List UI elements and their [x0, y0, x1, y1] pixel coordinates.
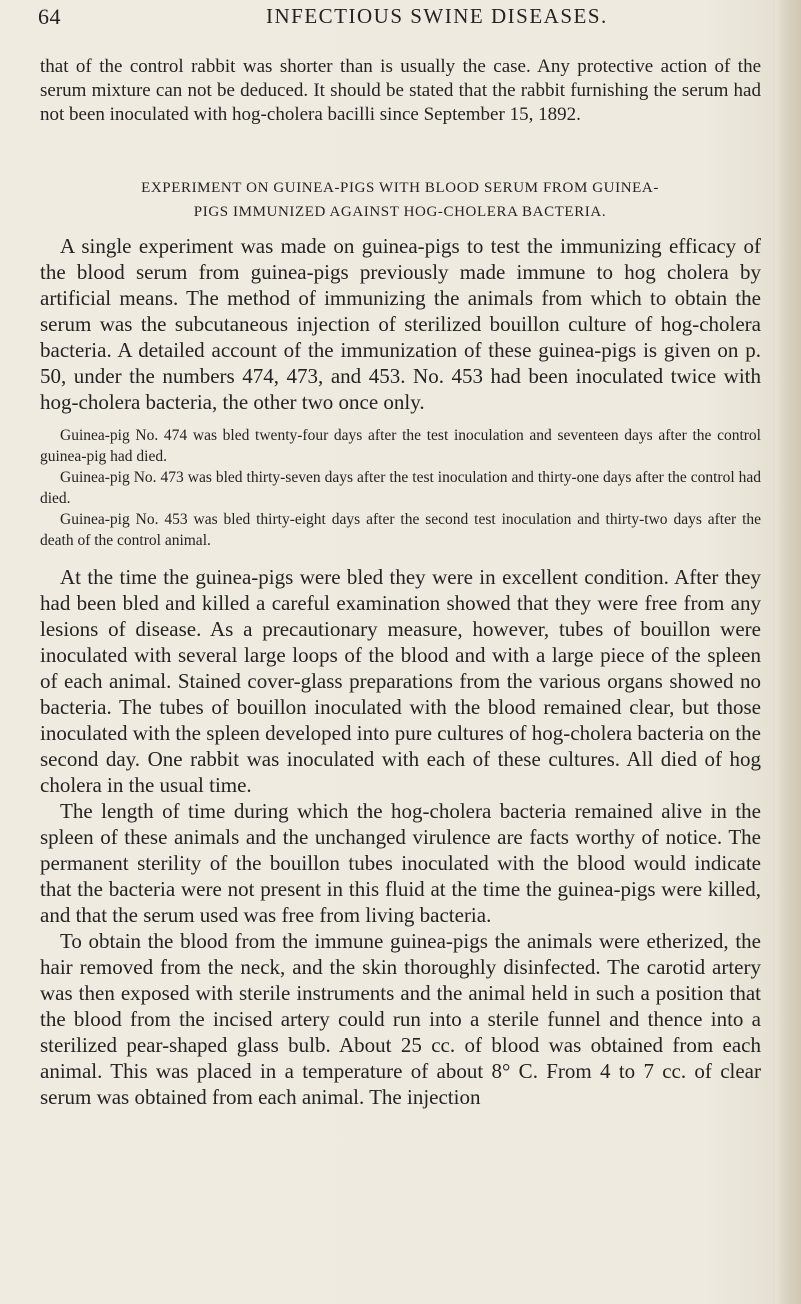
intro-paragraph: A single experiment was made on guinea-pigs to test the immunizing efficacy of the blood serum from guinea-pigs previously made immune to hog cholera by artificial means. The method of immunizing the animals from which to obtain the serum was the subcutaneous injection of sterilized bouillon culture of hog-cholera bacteria. A detailed account of the immunization of these guinea-pigs is given on p. 50, under the numbers 474, 473, and 453. No. 453 had been inoculated twice with hog-cholera bacteria, the other two once only.: [40, 234, 761, 414]
section-heading-line-2: PIGS IMMUNIZED AGAINST HOG-CHOLERA BACTERIA.: [193, 204, 607, 220]
body-paragraph-virulence: The length of time during which the hog-cholera bacteria remained alive in the spleen of these animals and the unchanged virulence are facts worthy of notice. The permanent sterility of the bouillon tubes inoculated with the blood would indicate that the bacteria were not present in this fluid at the time the guinea-pigs were killed, and that the serum used was free from living bacteria.: [40, 799, 761, 927]
notes-block: [40, 425, 761, 551]
section-heading: [40, 176, 760, 224]
page-number: 64: [38, 4, 61, 29]
note-guinea-pig-473: Guinea-pig No. 473 was bled thirty-seven days after the test inoculation and thirty-one days after the control had died.: [40, 469, 761, 507]
body-paragraph-condition: At the time the guinea-pigs were bled they were in excellent condition. After they had been bled and killed a careful examination showed that they were free from any lesions of disease. As a precautionary measure, however, tubes of bouillon were inoculated with several large loops of the blood and with a large piece of the spleen of each animal. Stained cover-glass preparations from the various organs showed no bacteria. The tubes of bouillon inoculated with the blood remained clear, but those inoculated with the spleen developed into pure cultures of hog-cholera bacteria on the second day. One rabbit was inoculated with each of these cultures. All died of hog cholera in the usual time.: [40, 565, 761, 797]
note-guinea-pig-474: Guinea-pig No. 474 was bled twenty-four days after the test inoculation and seventeen days after the control guinea-pig had died.: [40, 427, 761, 465]
note-guinea-pig-453: Guinea-pig No. 453 was bled thirty-eight days after the second test inoculation and thirty-two days after the death of the control animal.: [40, 511, 761, 549]
running-title: INFECTIOUS SWINE DISEASES.: [266, 4, 608, 28]
running-header: [38, 4, 758, 34]
body-text: [40, 564, 761, 1110]
section-heading-line-1: EXPERIMENT ON GUINEA-PIGS WITH BLOOD SERUM FROM GUINEA-: [141, 180, 659, 196]
page-gutter-shadow: [775, 0, 801, 1304]
opening-paragraph: that of the control rabbit was shorter than is usually the case. Any protective action of the serum mixture can not be deduced. It should be stated that the rabbit furnishing the serum had not been inoculated with hog-cholera bacilli since September 15, 1892.: [40, 56, 761, 125]
body-paragraph-method: To obtain the blood from the immune guinea-pigs the animals were etherized, the hair removed from the neck, and the skin thoroughly disinfected. The carotid artery was then exposed with sterile instruments and the animal held in such a position that the blood from the incised artery could run into a sterile funnel and thence into a sterilized pear-shaped glass bulb. About 25 cc. of blood was obtained from each animal. This was placed in a temperature of about 8° C. From 4 to 7 cc. of clear serum was obtained from each animal. The injection: [40, 929, 761, 1109]
